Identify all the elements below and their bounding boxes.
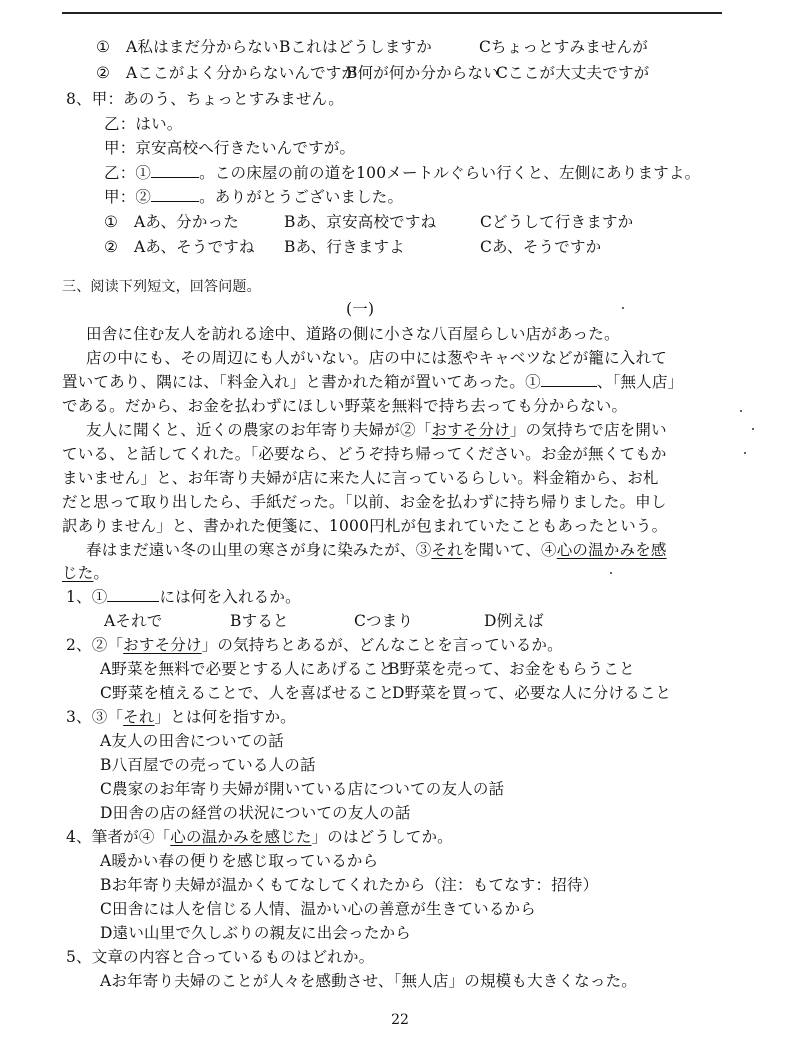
q8-line-4 — [104, 163, 700, 183]
question-1 — [66, 587, 301, 607]
q8-line-3: 甲：京安高校へ行きたいんですが。 — [104, 139, 356, 157]
q8-option-2-a: Aあ、そうですね — [134, 238, 255, 256]
question-4-option-b: Bお年寄り夫婦が温かくもてなしてくれたから（注：もてなす：招待） — [100, 876, 599, 894]
scan-speck — [622, 307, 624, 309]
question-2-options-2 — [100, 683, 671, 703]
q8-blank-1 — [151, 163, 199, 178]
q8-line-5-pre: 甲：② — [104, 188, 152, 206]
question-2-option-d: D野菜を買って、必要な人に分けること — [392, 684, 672, 702]
q7-option-1 — [96, 37, 648, 57]
passage-p3-l2: ている、と話してくれた。「必要なら、どうぞ持ち帰ってください。お金が無くてもか — [62, 445, 667, 463]
scan-speck — [744, 452, 746, 454]
question-3 — [66, 707, 296, 727]
passage-p2-l3: である。だから、お金を払わずにほしい野菜を無料で持ち去っても分からない。 — [62, 397, 628, 415]
section-heading: 三、阅读下列短文，回答问题。 — [62, 279, 261, 295]
question-2-post: 」の気持ちとあるが、どんなことを言っているか。 — [201, 636, 563, 654]
q7-option-2-num: ② — [96, 64, 111, 82]
passage-p4-l1 — [86, 540, 667, 560]
question-2-options-1 — [100, 659, 635, 679]
scan-speck — [610, 572, 612, 574]
q8-option-1-c: Cどうして行きますか — [480, 213, 634, 231]
q7-option-2-a: Aここがよく分からないんですが — [126, 64, 358, 82]
question-2 — [66, 635, 563, 655]
passage-p4-l2-post: 。 — [93, 564, 110, 582]
question-3-option-c: C農家のお年寄り夫婦が開いている店についての友人の話 — [100, 780, 505, 798]
passage-p2-l2 — [62, 372, 683, 392]
passage-p2-l1: 店の中にも、その周辺にも人がいない。店の中には葱やキャベツなどが籠に入れて — [86, 349, 667, 367]
question-1-post: には何を入れるか。 — [159, 588, 301, 606]
passage-p3-l1-pre: 友人に聞くと、近くの農家のお年寄り夫婦が②「 — [86, 421, 432, 439]
question-2-pre: 2、②「 — [66, 636, 124, 654]
question-1-option-b: Bすると — [230, 612, 289, 630]
page-number: 22 — [391, 1012, 409, 1028]
passage-underline-jita: じた — [62, 564, 94, 582]
question-1-options — [104, 611, 544, 631]
q8-line-4-post: 。この床屋の前の道を100メートルぐらい行くと、左側にありますよ。 — [199, 164, 701, 182]
question-4-option-c: C田舎には人を信じる人情、温かい心の善意が生きているから — [100, 900, 536, 918]
passage-p3-l1-post: 」の気持ちで店を開い — [509, 421, 667, 439]
q7-option-1-num: ① — [96, 38, 111, 56]
passage-p1: 田舎に住む友人を訪れる途中、道路の側に小さな八百屋らしい店があった。 — [86, 325, 620, 343]
q8-line-4-pre: 乙：① — [104, 164, 152, 182]
question-3-pre: 3、③「 — [66, 708, 124, 726]
question-5: 5、文章の内容と合っているものはどれか。 — [66, 948, 375, 966]
question-4-option-d: D遠い山里で久しぶりの親友に出会ったから — [100, 924, 411, 942]
question-4-underline: 心の温かみを感じた — [170, 828, 312, 846]
q8-option-1-b: Bあ、京安高校ですね — [284, 213, 437, 231]
passage-p2-l2-post: 、「無人店」 — [596, 373, 684, 391]
question-2-option-c: C野菜を植えることで、人を喜ばせること — [100, 684, 395, 702]
question-3-option-a: A友人の田舎についての話 — [100, 732, 284, 750]
passage-p4-l1-mid: を聞いて、④ — [462, 541, 557, 559]
question-3-option-d: D田舎の店の経営の状況についての友人の話 — [100, 804, 411, 822]
question-1-pre: 1、① — [66, 588, 108, 606]
q8-line-1: 8、甲：あのう、ちょっとすみません。 — [66, 90, 344, 108]
question-2-option-b: B野菜を売って、お金をもらうこと — [388, 660, 635, 678]
q8-option-2 — [104, 237, 601, 257]
passage-blank-1 — [541, 372, 597, 387]
passage-p3-l1 — [86, 420, 667, 440]
question-3-underline: それ — [123, 708, 155, 726]
passage-underline-kokoro: 心の温かみを感 — [556, 541, 667, 559]
q7-option-2-c: Cここが大丈夫ですが — [496, 64, 650, 82]
question-4-post: 」のはどうしてか。 — [311, 828, 453, 846]
top-rule — [62, 12, 722, 14]
q8-option-2-num: ② — [104, 238, 119, 256]
question-1-option-c: Cつまり — [354, 612, 414, 630]
question-4-pre: 4、筆者が④「 — [66, 828, 171, 846]
question-4-option-a: A暖かい春の便りを感じ取っているから — [100, 852, 379, 870]
q8-option-1-a: Aあ、分かった — [134, 213, 239, 231]
passage-p4-l1-pre: 春はまだ遠い冬の山里の寒さが身に染みたが、③ — [86, 541, 432, 559]
q7-option-1-b: Bこれはどうしますか — [279, 38, 432, 56]
q7-option-1-a: A私はまだ分からない — [126, 38, 279, 56]
q8-option-1 — [104, 212, 633, 232]
q8-line-5 — [104, 187, 403, 207]
passage-p4-l2 — [62, 563, 109, 583]
passage-underline-osusowake: おすそ分け — [431, 421, 510, 439]
q7-option-1-c: Cちょっとすみませんが — [479, 38, 649, 56]
question-5-option-a: Aお年寄り夫婦のことが人々を感動させ、「無人店」の規模も大きくなった。 — [100, 972, 637, 990]
passage-underline-sore: それ — [431, 541, 463, 559]
passage-p3-l3: まいません」と、お年寄り夫婦が店に来た人に言っているらしい。料金箱から、お札 — [62, 469, 659, 487]
question-3-option-b: B八百屋での売っている人の話 — [100, 756, 316, 774]
question-1-option-d: D例えば — [484, 612, 544, 630]
passage-p3-l4: だと思って取り出したら、手紙だった。「以前、お金を払わずに持ち帰りました。申し — [62, 493, 667, 511]
q8-blank-2 — [151, 187, 199, 202]
passage-p3-l5: 訳ありません」と、書かれた便箋に、1000円札が包まれていたこともあったという。 — [62, 517, 668, 535]
q8-line-2: 乙：はい。 — [104, 115, 183, 133]
passage-p2-l2-pre: 置いてあり、隅には、「料金入れ」と書かれた箱が置いてあった。① — [62, 373, 541, 391]
q8-option-2-b: Bあ、行きますよ — [284, 238, 405, 256]
scan-speck — [752, 428, 754, 430]
question-2-option-a: A野菜を無料で必要とする人にあげること — [100, 660, 394, 678]
q7-option-2-b: B何が何か分からない — [346, 64, 499, 82]
scan-speck — [740, 410, 742, 412]
q8-line-5-post: 。ありがとうございました。 — [199, 188, 404, 206]
question-2-underline: おすそ分け — [123, 636, 202, 654]
part-label: (一) — [346, 300, 375, 318]
question-1-option-a: Aそれで — [104, 612, 163, 630]
q8-option-1-num: ① — [104, 213, 119, 231]
question-4 — [66, 827, 453, 847]
q8-option-2-c: Cあ、そうですか — [480, 238, 602, 256]
question-1-blank — [107, 587, 159, 602]
q7-option-2 — [96, 63, 649, 83]
question-3-post: 」とは何を指すか。 — [154, 708, 296, 726]
